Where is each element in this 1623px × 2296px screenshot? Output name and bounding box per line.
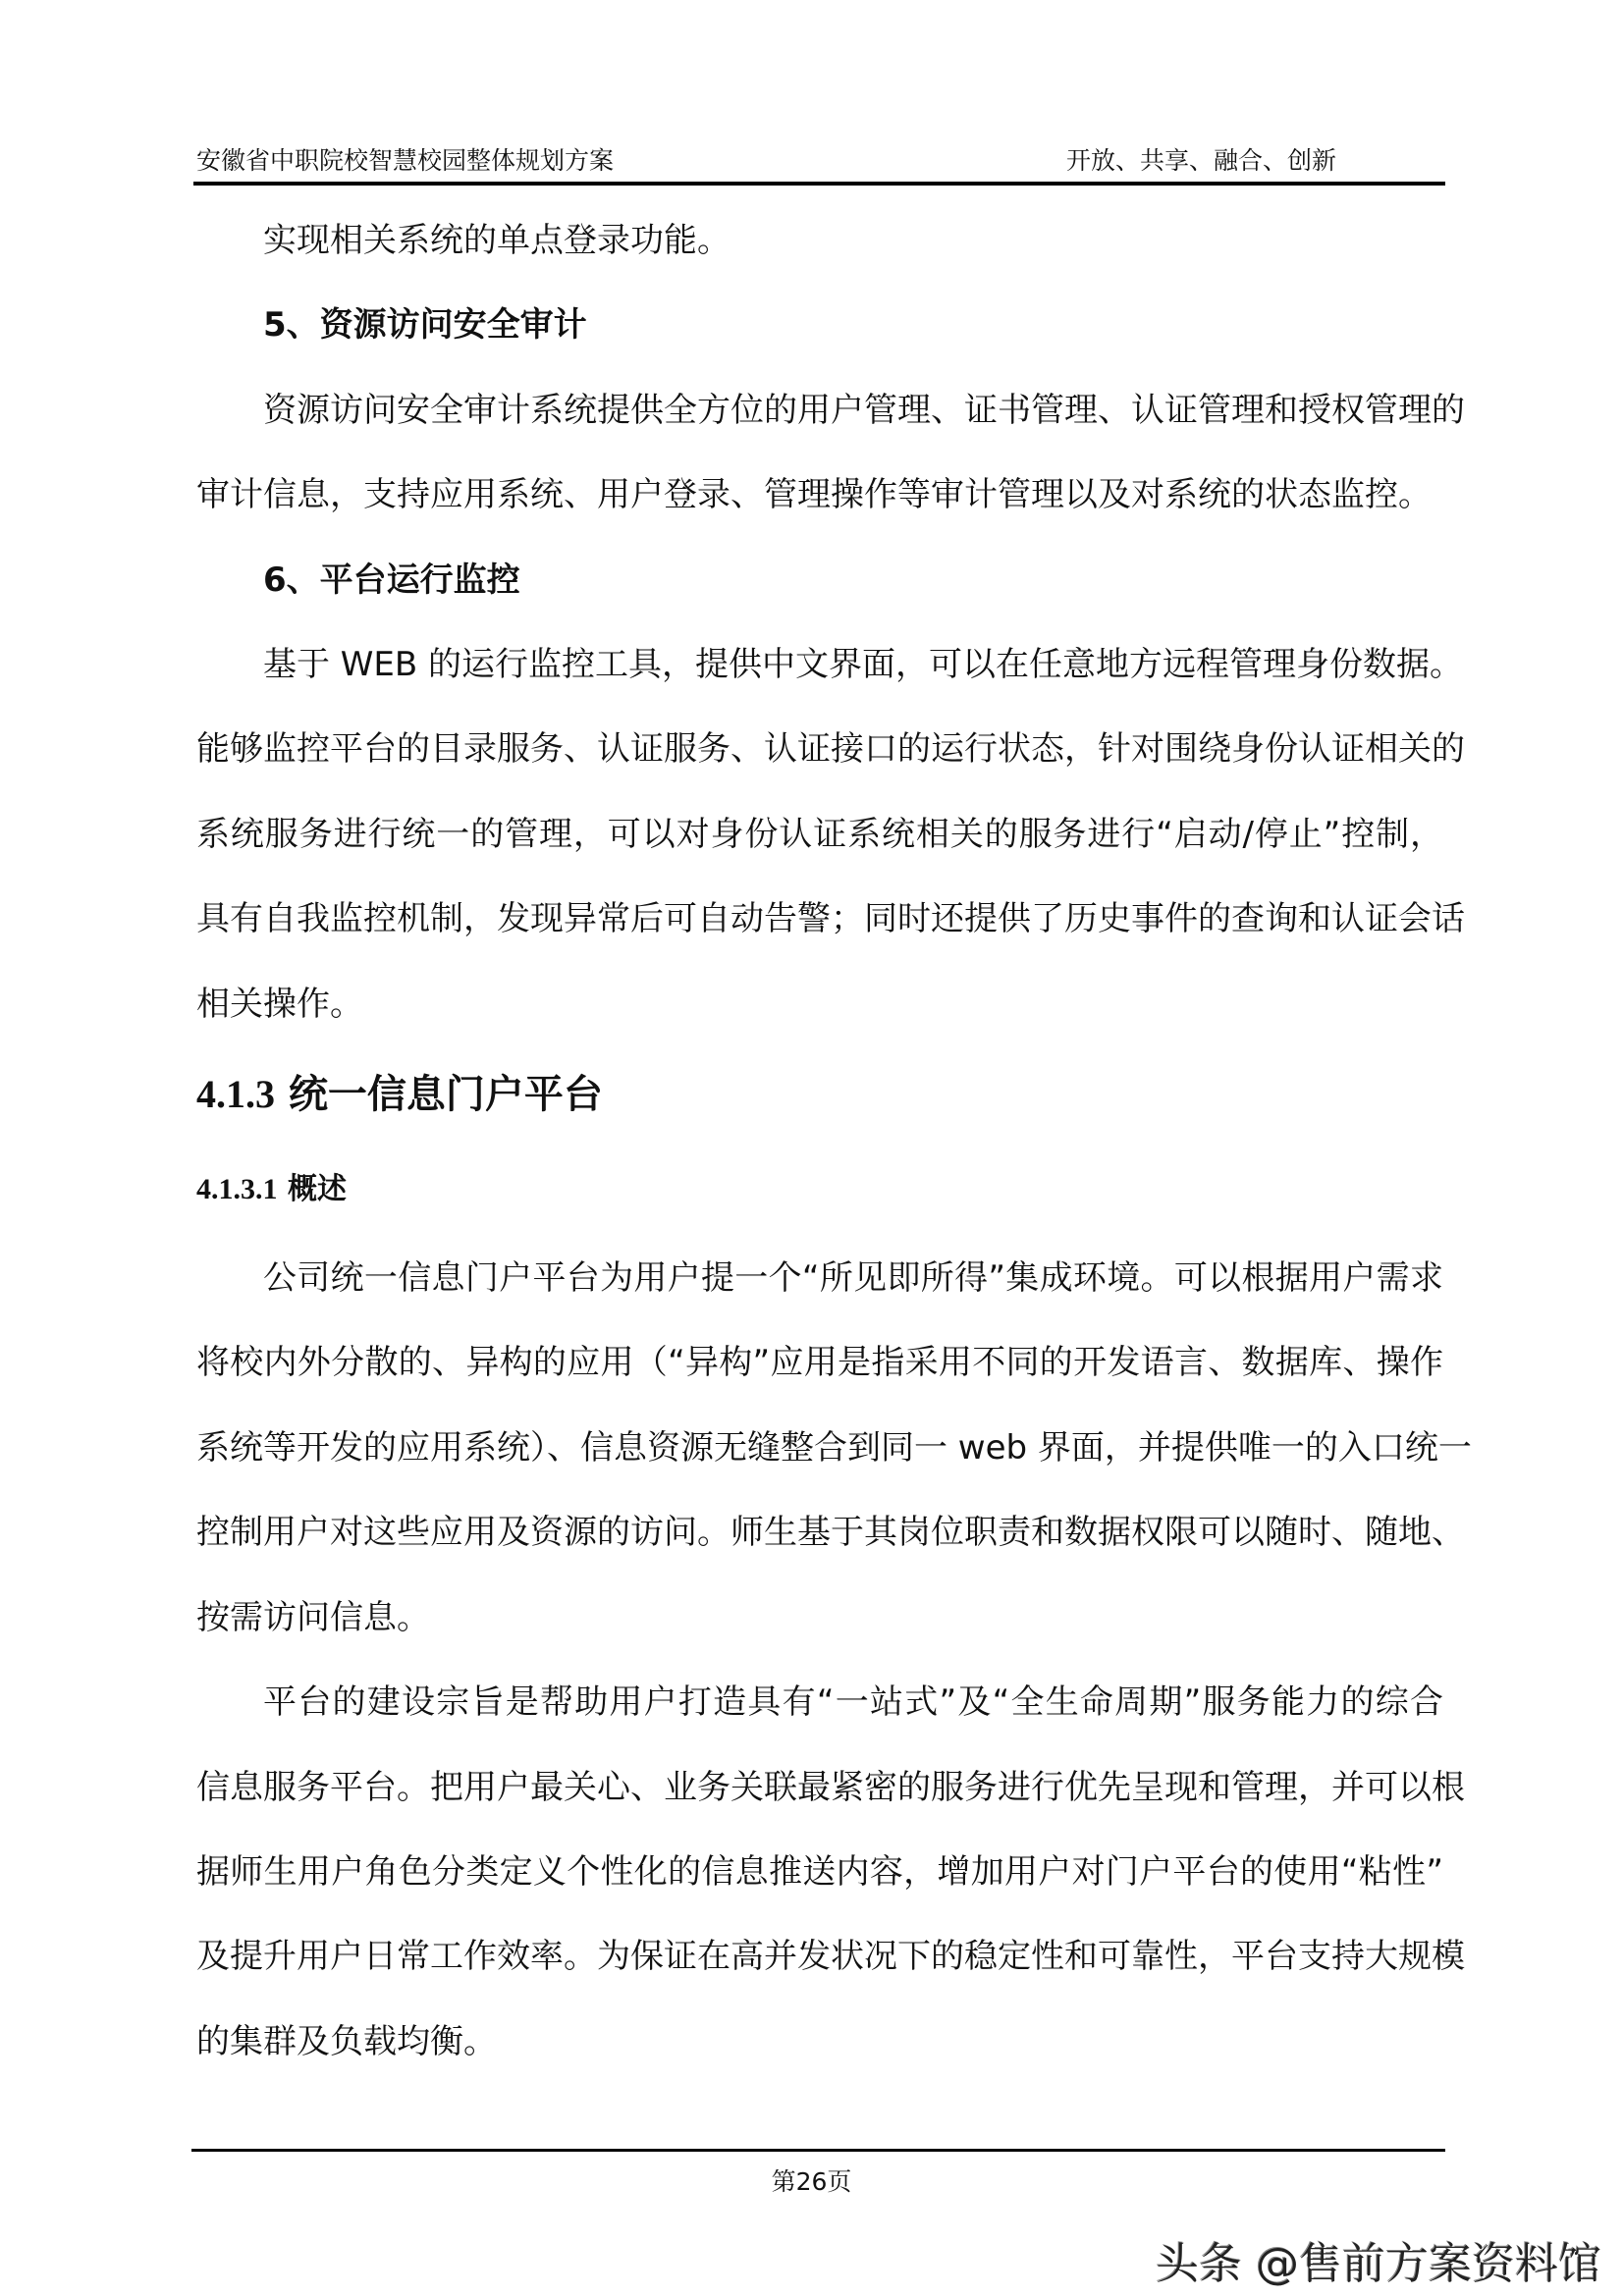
header-slogan: 开放、共享、融合、创新	[1065, 146, 1336, 175]
paragraph	[196, 1660, 1465, 2084]
text-line: 审计信息，支持应用系统、用户登录、管理操作等审计管理以及对系统的状态监控。	[196, 475, 1432, 515]
paragraph	[196, 198, 1443, 283]
text-line: 的集群及负载均衡。	[196, 2021, 497, 2061]
paragraph	[196, 622, 1465, 1046]
text-line: 系统等开发的应用系统）、信息资源无缝整合到同一 web 界面，并提供唯一的入口统一	[196, 1427, 1472, 1468]
section-heading-6: 6、平台运行监控	[263, 560, 520, 600]
page-number: 第26页	[771, 2167, 852, 2196]
text-line: 实现相关系统的单点登录功能。	[263, 221, 730, 260]
section-title: 概述	[287, 1171, 347, 1206]
text-line: 按需访问信息。	[196, 1597, 430, 1637]
text-line: 控制用户对这些应用及资源的访问。师生基于其岗位职责和数据权限可以随时、随地、	[196, 1513, 1465, 1553]
text-line: 系统服务进行统一的管理，可以对身份认证系统相关的服务进行“启动/停止”控制，	[196, 814, 1443, 854]
text-line: 能够监控平台的目录服务、认证服务、认证接口的运行状态，针对围绕身份认证相关的	[196, 729, 1465, 770]
section-heading-4-1-3	[196, 1046, 1443, 1144]
text-line: 将校内外分散的、异构的应用（“异构”应用是指采用不同的开发语言、数据库、操作	[196, 1343, 1443, 1383]
footer-rule	[191, 2149, 1445, 2152]
section-heading-5: 5、资源访问安全审计	[263, 305, 587, 346]
text-line: 平台的建设宗旨是帮助用户打造具有“一站式”及“全生命周期”服务能力的综合	[263, 1682, 1443, 1723]
section-number: 4.1.3.1	[196, 1172, 278, 1205]
section-heading-4-1-3-1	[196, 1144, 1443, 1236]
text-line: 具有自我监控机制，发现异常后可自动告警；同时还提供了历史事件的查询和认证会话	[196, 899, 1465, 939]
text-line: 及提升用户日常工作效率。为保证在高并发状况下的稳定性和可靠性，平台支持大规模	[196, 1937, 1465, 1977]
text-line: 相关操作。	[196, 984, 363, 1024]
text-line: 基于 WEB 的运行监控工具，提供中文界面，可以在任意地方远程管理身份数据。	[263, 645, 1464, 685]
section-title: 统一信息门户平台	[288, 1072, 603, 1118]
text-line: 公司统一信息门户平台为用户提一个“所见即所得”集成环境。可以根据用户需求	[263, 1258, 1443, 1299]
paragraph	[196, 1236, 1472, 1660]
text-line: 资源访问安全审计系统提供全方位的用户管理、证书管理、认证管理和授权管理的	[263, 390, 1465, 430]
header-title: 安徽省中职院校智慧校园整体规划方案	[196, 146, 615, 175]
section-number: 4.1.3	[196, 1072, 275, 1117]
header-rule	[193, 182, 1445, 186]
document-body	[196, 198, 1472, 2084]
paragraph	[196, 368, 1465, 538]
watermark: 头条 @售前方案资料馆	[1156, 2239, 1601, 2289]
text-line: 据师生用户角色分类定义个性化的信息推送内容，增加用户对门户平台的使用“粘性”	[196, 1851, 1443, 1892]
text-line: 信息服务平台。把用户最关心、业务关联最紧密的服务进行优先呈现和管理，并可以根	[196, 1767, 1465, 1807]
